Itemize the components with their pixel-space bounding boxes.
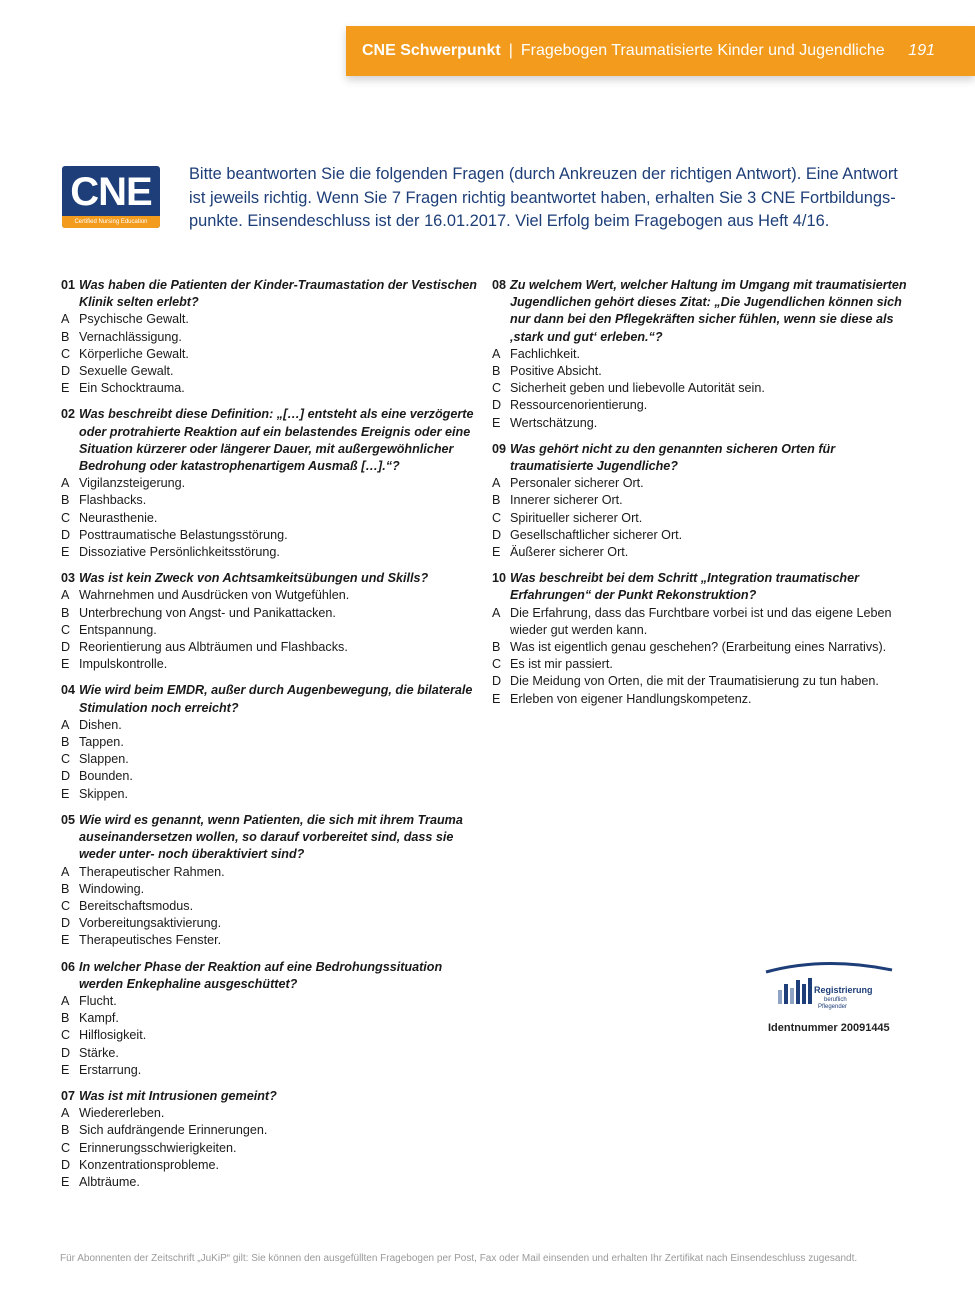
answer-text: Sexuelle Gewalt. [79,364,174,379]
answer-option[interactable] [61,380,481,397]
answer-text: Therapeutisches Fenster. [79,933,222,948]
answer-option[interactable] [61,1045,481,1062]
answer-text: Was ist eigentlich genau geschehen? (Erarbeitung eines Narrativs). [510,640,887,655]
answer-text: Slappen. [79,752,129,767]
answer-option[interactable] [492,527,912,544]
answer-option[interactable] [61,1105,481,1122]
answer-letter: D [61,527,71,542]
answer-option[interactable] [61,544,481,561]
answer-letter: C [492,510,502,525]
answer-letter: B [492,364,501,379]
answer-letter: B [61,881,70,896]
answer-text: Sicherheit geben und liebevolle Autorität sein. [510,381,765,396]
answer-letter: C [61,622,71,637]
answer-letter: E [61,786,70,801]
question-heading [492,441,912,475]
answer-option[interactable] [61,527,481,544]
question-text: Was beschreibt bei dem Schritt „Integration traumatischer Erfahrungen“ der Punkt Rekonstruktion? [510,571,859,603]
answer-text: Spiritueller sicherer Ort. [510,510,643,525]
answer-text: Dissoziative Persönlichkeitsstörung. [79,545,280,560]
intro-line: Bitte beantworten Sie die folgenden Fragen (durch Ankreuzen der richtigen Antwort). Eine Antwort [189,165,898,183]
answer-letter: B [61,329,70,344]
answer-option[interactable] [61,329,481,346]
answer-letter: D [492,674,502,689]
question-02 [61,406,481,561]
question-05 [61,812,481,950]
question-text: Was gehört nicht zu den genannten sicheren Orten für traumatisierte Jugendliche? [510,441,836,474]
answer-letter: D [61,1045,71,1060]
question-03 [61,570,481,673]
answer-option[interactable] [492,492,912,509]
question-text: Wie wird es genannt, wenn Patienten, die sich mit ihrem Trauma auseinandersetzen wollen, so darauf vorbereitet sind, dass sie weder unter- noch überaktiviert sind? [79,812,463,862]
answer-letter: E [492,415,501,430]
cne-logo-text: CNE [70,170,152,214]
header-bar [346,26,975,76]
question-08 [492,277,912,432]
answer-text: Es ist mir passiert. [510,657,613,672]
answer-text: Positive Absicht. [510,364,602,379]
answer-option[interactable] [61,587,481,604]
answer-option[interactable] [61,751,481,768]
answer-text: Ressourcenorientierung. [510,398,648,413]
answer-option[interactable] [61,363,481,380]
answer-text: Vigilanzsteigerung. [79,476,186,491]
question-text: In welcher Phase der Reaktion auf eine Bedrohungssituation werden Enkephaline ausgeschüttet? [79,959,443,991]
answer-option[interactable] [61,1174,481,1191]
answer-letter: C [492,657,502,672]
answer-option[interactable] [492,510,912,527]
question-heading [492,277,912,346]
question-heading [61,682,481,716]
questions-right-column [492,277,912,717]
answer-text: Erleben von eigener Handlungskompetenz. [510,691,752,706]
intro-line: punkte. Einsendeschluss ist der 16.01.2017. Viel Erfolg beim Fragebogen aus Heft 4/16. [189,212,830,230]
answer-letter: C [61,898,71,913]
answer-option[interactable] [492,639,912,656]
question-10 [492,570,912,708]
answer-letter: A [61,476,70,491]
question-heading [61,406,481,475]
answer-letter: A [61,588,70,603]
footer-note: Für Abonnenten der Zeitschrift „JuKiP“ gilt: Sie können den ausgefüllten Fragebogen per Post, Fax oder Mail einsenden und erhalten Ihr Zertifikat nach Einsendeschluss zugesandt. [60,1253,858,1264]
answer-text: Innerer sicherer Ort. [510,493,623,508]
answer-option[interactable] [61,1140,481,1157]
answer-option[interactable] [492,544,912,561]
header-separator: | [508,42,513,59]
answer-option[interactable] [492,691,912,708]
answer-option[interactable] [61,1027,481,1044]
intro-text [189,163,909,234]
answer-text: Konzentrationsprobleme. [79,1157,220,1172]
answer-option[interactable] [492,415,912,432]
answer-option[interactable] [61,932,481,949]
header-title: CNE Schwerpunkt [362,42,501,59]
answer-text: Vernachlässigung. [79,329,182,344]
answer-text: Impulskontrolle. [79,657,168,672]
answer-option[interactable] [492,346,912,363]
answer-text: Psychische Gewalt. [79,312,189,327]
answer-text: Erinnerungsschwierigkeiten. [79,1140,237,1155]
question-text: Was haben die Patienten der Kinder-Traumastation der Vestischen Klinik selten erlebt? [79,278,477,310]
answer-letter: C [61,346,71,361]
answer-letter: B [492,640,501,655]
question-text: Wie wird beim EMDR, außer durch Augenbewegung, die bilaterale Stimulation noch erreicht? [79,683,473,715]
answer-letter: E [61,545,70,560]
answer-letter: B [61,605,70,620]
answer-text: Neurasthenie. [79,510,158,525]
answer-text: Windowing. [79,881,145,896]
answer-letter: E [61,381,70,396]
answer-option[interactable] [61,915,481,932]
answer-text: Ein Schocktrauma. [79,381,185,396]
answer-letter: A [492,476,501,491]
question-text: Was beschreibt diese Definition: „[…] entsteht als eine verzögerte oder protrahierte Reaktion auf ein belastendes Ereignis oder eine Situation kürzerer oder längerer Dauer, mit außergewöhnlicher Bedrohung oder katastrophenartigem Ausmaß […].“? [79,407,474,474]
answer-option[interactable] [61,881,481,898]
answer-option[interactable] [61,639,481,656]
answer-letter: A [492,605,501,620]
answer-letter: B [61,493,70,508]
answer-letter: E [492,691,501,706]
question-number: 05 [61,812,76,827]
answer-letter: D [61,640,71,655]
answer-letter: E [61,1174,70,1189]
question-heading [61,1088,481,1105]
answer-text: Äußerer sicherer Ort. [510,545,629,560]
answer-letter: B [61,1011,70,1026]
answer-text: Tappen. [79,735,124,750]
answer-option[interactable] [61,993,481,1010]
answer-text: Bounden. [79,769,133,784]
answer-option[interactable] [492,363,912,380]
answer-text: Dishen. [79,717,122,732]
answer-option[interactable] [61,1157,481,1174]
answer-option[interactable] [61,768,481,785]
answer-text: Wiedererleben. [79,1106,165,1121]
answer-text: Wahrnehmen und Ausdrücken von Wutgefühlen. [79,588,350,603]
intro-line: ist jeweils richtig. Wenn Sie 7 Fragen richtig beantwortet haben, erhalten Sie 3 CNE Fortbildungs- [189,188,896,207]
question-number: 10 [492,571,507,586]
answer-option[interactable] [492,605,912,639]
answer-letter: E [61,933,70,948]
answer-letter: C [61,510,71,525]
answer-letter: A [61,1106,70,1121]
answer-letter: A [492,346,501,361]
cne-logo [62,166,160,228]
question-number: 03 [61,571,76,586]
answer-letter: C [61,752,71,767]
answer-option[interactable] [492,673,912,690]
answer-option[interactable] [61,605,481,622]
question-number: 07 [61,1088,76,1103]
answer-option[interactable] [61,311,481,328]
answer-text: Flucht. [79,993,117,1008]
registration-line3: Pflegender [818,1004,848,1010]
ident-number: Identnummer 20091445 [768,1022,890,1034]
question-number: 08 [492,278,507,292]
question-number: 02 [61,407,76,422]
answer-text: Gesellschaftlicher sicherer Ort. [510,527,683,542]
answer-letter: A [61,312,70,327]
answer-letter: B [492,493,501,508]
answer-text: Kampf. [79,1011,119,1026]
question-04 [61,682,481,802]
question-text: Was ist mit Intrusionen gemeint? [79,1088,277,1103]
answer-text: Therapeutischer Rahmen. [79,864,225,879]
page-number: 191 [908,42,935,59]
question-heading [492,570,912,604]
answer-option[interactable] [492,397,912,414]
question-number: 06 [61,959,76,974]
answer-option[interactable] [61,1010,481,1027]
answer-option[interactable] [61,1122,481,1139]
answer-letter: D [492,527,502,542]
answer-letter: D [492,398,502,413]
answer-letter: A [61,864,70,879]
answer-letter: D [61,769,71,784]
answer-option[interactable] [61,864,481,881]
answer-letter: B [61,735,70,750]
registration-logo-graphic [764,960,894,1012]
answer-option[interactable] [61,1062,481,1079]
answer-letter: E [61,1062,70,1077]
answer-text: Entspannung. [79,622,157,637]
answer-text: Erstarrung. [79,1062,142,1077]
question-text: Was ist kein Zweck von Achtsamkeitsübungen und Skills? [79,571,429,586]
answer-option[interactable] [61,717,481,734]
question-06 [61,959,481,1079]
answer-option[interactable] [492,656,912,673]
answer-option[interactable] [492,475,912,492]
question-09 [492,441,912,561]
registration-line1: Registrierung [814,985,873,995]
answer-text: Hilflosigkeit. [79,1028,147,1043]
answer-letter: C [61,1140,71,1155]
header-subtitle: Fragebogen Traumatisierte Kinder und Jugendliche [520,42,885,59]
answer-letter: C [61,1028,71,1043]
question-number: 09 [492,441,507,456]
answer-option[interactable] [61,734,481,751]
registration-logo [764,960,894,1012]
answer-letter: B [61,1123,70,1138]
answer-text: Unterbrechung von Angst- und Panikattacken. [79,605,336,620]
question-heading [61,812,481,864]
answer-letter: C [492,381,502,396]
answer-letter: D [61,1157,71,1172]
answer-text: Bereitschaftsmodus. [79,898,194,913]
answer-letter: A [61,717,70,732]
cne-logo-tagline: Certified Nursing Education [62,216,160,228]
questions-left-column [61,277,481,1200]
answer-option[interactable] [61,475,481,492]
question-heading [61,277,481,311]
answer-letter: A [61,993,70,1008]
answer-text: Vorbereitungsaktivierung. [79,916,222,931]
answer-option[interactable] [61,346,481,363]
answer-text: Fachlichkeit. [510,346,580,361]
answer-option[interactable] [61,492,481,509]
answer-text: Posttraumatische Belastungsstörung. [79,527,288,542]
answer-letter: D [61,916,71,931]
answer-letter: E [492,545,501,560]
question-heading [61,959,481,993]
answer-option[interactable] [61,622,481,639]
answer-option[interactable] [61,656,481,673]
question-text: Zu welchem Wert, welcher Haltung im Umgang mit traumatisierten Jugendlichen gehört dieses Zitat: „Die Jugendlichen können sich nur dann bei den Pflegekräften sicher fühlen, wenn sie diese als ‚stark und gut‘ erleben.“? [510,278,907,344]
registration-line2: beruflich [824,997,847,1003]
answer-option[interactable] [492,380,912,397]
answer-letter: D [61,364,71,379]
question-heading [61,570,481,587]
question-07 [61,1088,481,1191]
answer-text: Stärke. [79,1045,119,1060]
answer-option[interactable] [61,510,481,527]
answer-option[interactable] [61,898,481,915]
answer-text: Körperliche Gewalt. [79,346,189,361]
answer-text: Die Meidung von Orten, die mit der Traumatisierung zu tun haben. [510,674,879,689]
answer-text: Die Erfahrung, dass das Furchtbare vorbei ist und das eigene Leben wieder gut werden kann. [510,605,892,637]
answer-text: Personaler sicherer Ort. [510,476,644,491]
answer-text: Flashbacks. [79,493,147,508]
answer-text: Wertschätzung. [510,415,598,430]
answer-letter: E [61,657,70,672]
answer-text: Albträume. [79,1174,140,1189]
answer-text: Skippen. [79,786,129,801]
answer-text: Reorientierung aus Albträumen und Flashbacks. [79,640,348,655]
question-number: 01 [61,278,76,292]
answer-option[interactable] [61,786,481,803]
question-number: 04 [61,683,76,698]
question-01 [61,277,481,397]
answer-text: Sich aufdrängende Erinnerungen. [79,1123,268,1138]
